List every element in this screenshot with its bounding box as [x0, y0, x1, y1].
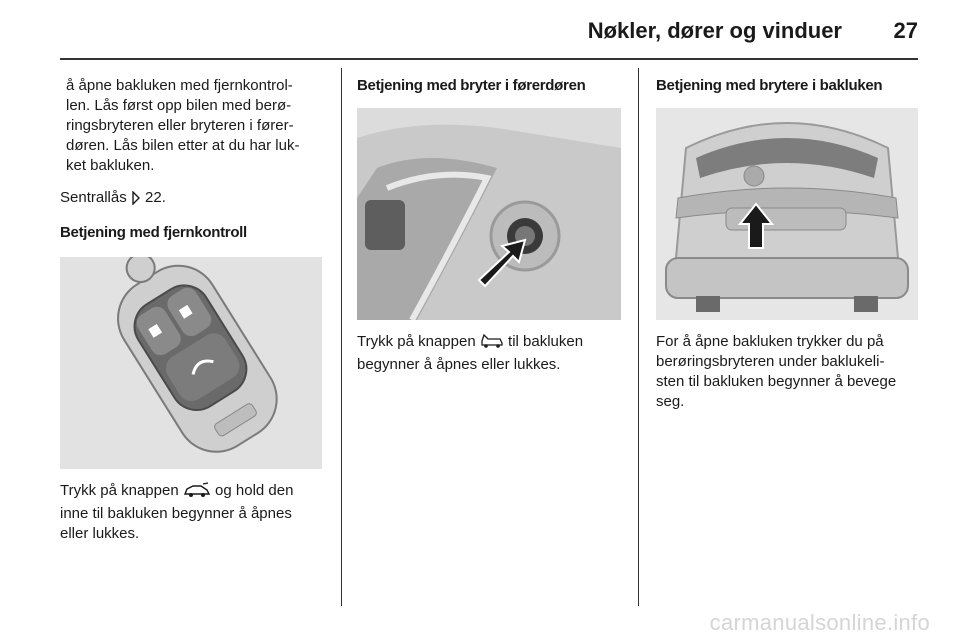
door-switch-image — [357, 108, 621, 320]
caption-line: begynner å åpnes eller lukkes. — [357, 356, 561, 373]
header-divider — [60, 58, 918, 60]
text-line: ket bakluken. — [66, 157, 155, 174]
page-number: 27 — [893, 18, 918, 43]
intro-paragraph — [60, 76, 330, 176]
section-heading: Betjening med fjernkontroll — [60, 224, 247, 241]
column-middle — [357, 76, 627, 375]
tailgate-car-icon — [183, 482, 211, 504]
section-heading: Betjening med brytere i bakluken — [656, 77, 883, 94]
caption-line — [357, 332, 627, 355]
column-divider — [341, 68, 342, 606]
column-right — [656, 76, 926, 412]
caption-line — [60, 481, 330, 504]
tailgate-image — [656, 108, 918, 320]
tailgate-switch-icon — [480, 333, 504, 355]
caption-prefix: Trykk på knappen — [60, 482, 179, 499]
remote-key-image — [60, 257, 322, 469]
caption-suffix: og hold den — [215, 482, 294, 499]
text-line: døren. Lås bilen etter at du har luk- — [66, 137, 300, 154]
caption-prefix: Trykk på knappen — [357, 333, 476, 350]
caption-suffix: til bakluken — [508, 333, 584, 350]
section-heading: Betjening med bryter i førerdøren — [357, 77, 586, 94]
caption-line: seg. — [656, 393, 685, 410]
page-title: Nøkler, dører og vinduer — [587, 18, 842, 43]
reference-label: Sentrallås — [60, 189, 127, 206]
text-line: å åpne bakluken med fjernkontrol- — [66, 77, 293, 94]
page-reference-icon — [131, 191, 141, 211]
reference-page: 22. — [145, 189, 166, 206]
column-left — [60, 76, 330, 544]
caption-line: inne til bakluken begynner å åpnes — [60, 505, 292, 522]
caption-line: For å åpne bakluken trykker du på — [656, 333, 884, 350]
text-line: ringsbryteren eller bryteren i fører- — [66, 117, 294, 134]
caption-line: berøringsbryteren under baklukeli- — [656, 353, 885, 370]
column-divider — [638, 68, 639, 606]
cross-reference[interactable] — [60, 188, 330, 211]
caption-line: eller lukkes. — [60, 525, 140, 542]
watermark: carmanualsonline.info — [709, 610, 930, 635]
text-line: len. Lås først opp bilen med berø- — [66, 97, 292, 114]
caption-line: sten til bakluken begynner å bevege — [656, 373, 897, 390]
